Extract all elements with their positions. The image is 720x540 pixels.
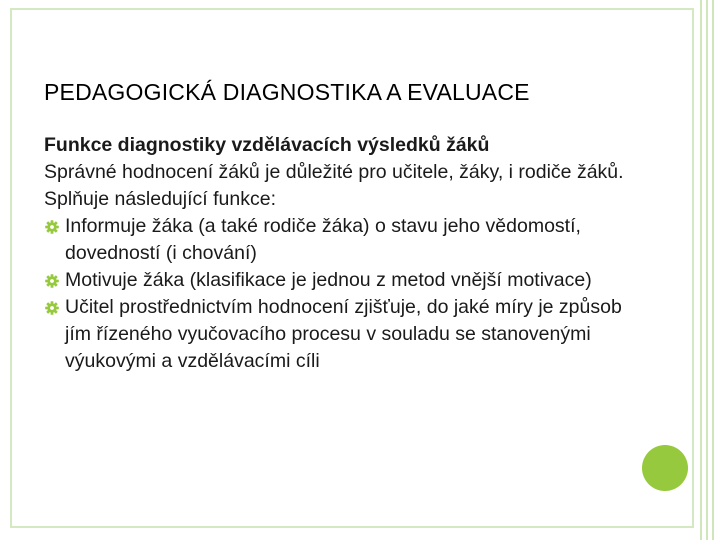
slide-subtitle: Funkce diagnostiky vzdělávacích výsledků žáků (44, 134, 490, 156)
bullet-item (44, 294, 644, 375)
bullet-text: Informuje žáka (a také rodiče žáka) o stavu jeho vědomostí, dovedností (i chování) (65, 215, 581, 264)
bullet-text: Motivuje žáka (klasifikace je jednou z metod vnější motivace) (65, 269, 592, 291)
gear-icon (45, 301, 59, 315)
gear-icon (45, 274, 59, 288)
decorative-rule (700, 0, 702, 540)
slide-title: PEDAGOGICKÁ DIAGNOSTIKA A EVALUACE (44, 79, 530, 105)
bullet-item (44, 213, 644, 267)
decorative-circle (642, 445, 688, 491)
intro-text: Správné hodnocení žáků je důležité pro učitele, žáky, i rodiče žáků. Splňuje následující funkce: (44, 161, 624, 210)
slide-content (44, 132, 644, 375)
bullet-item (44, 267, 644, 294)
decorative-rule (712, 0, 714, 540)
decorative-rule (706, 0, 708, 540)
gear-icon (45, 220, 59, 234)
bullet-list (44, 213, 644, 375)
bullet-text: Učitel prostřednictvím hodnocení zjišťuje, do jaké míry je způsob jím řízeného vyučovacího procesu v souladu se stanovenými výukovými a vzdělávacími cíli (65, 296, 622, 372)
